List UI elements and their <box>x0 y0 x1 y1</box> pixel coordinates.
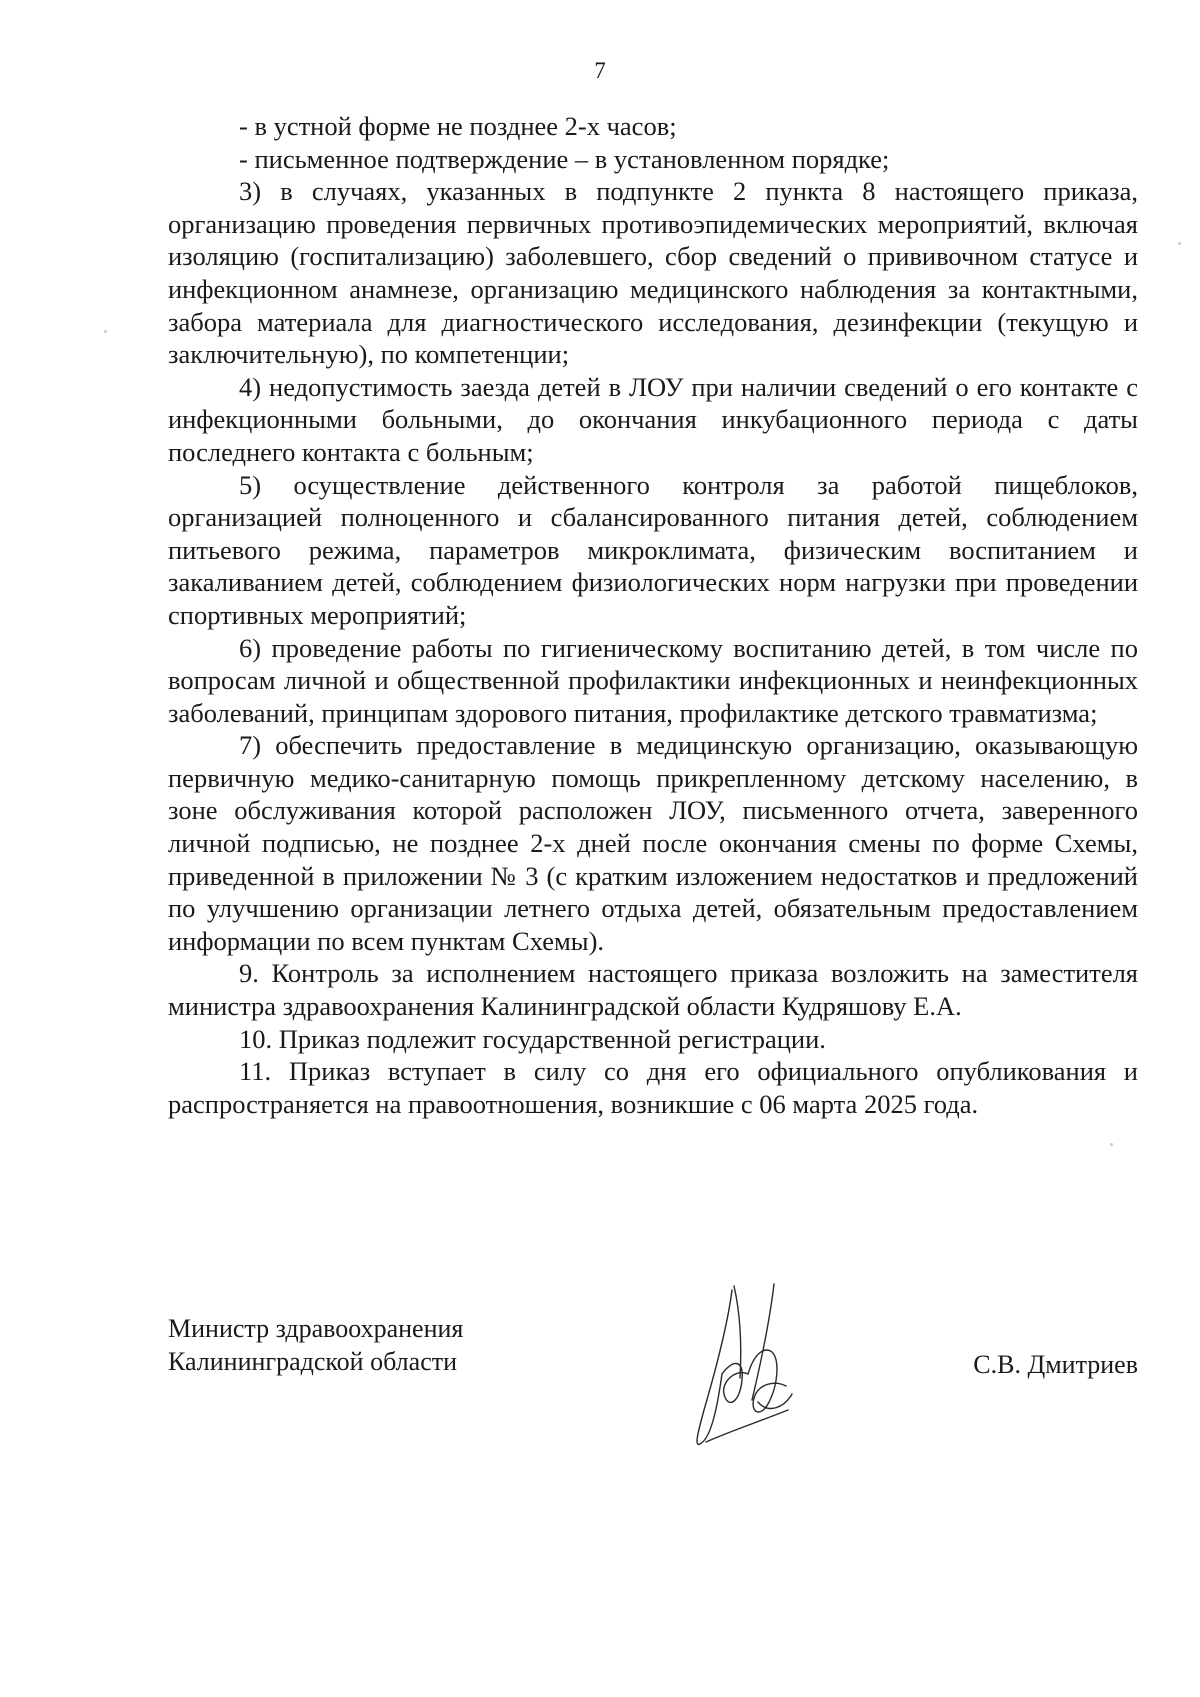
scan-speck <box>1110 1143 1113 1146</box>
signatory-title-line: Министр здравоохранения <box>168 1314 464 1343</box>
list-item: - в устной форме не позднее 2-х часов; <box>239 111 677 141</box>
signatory-title <box>168 1312 463 1378</box>
handwritten-signature <box>688 1282 808 1457</box>
paragraph-item-7: 7) обеспечить предоставление в медицинскую организацию, оказывающую первичную медико-санитарную помощь прикрепленному детскому населению, в зоне обслуживания которой расположен ЛОУ, письменного отчета, заверенного личной подписью, не позднее 2-х дней после окончания смены по форме Схемы, приведенной в приложении № 3 (с кратким изложением недостатков и предложений по улучшению организации летнего отдыха детей, обязательным предоставлением информации по всем пунктам Схемы). <box>168 730 1138 956</box>
paragraph-clause-9: 9. Контроль за исполнением настоящего приказа возложить на заместителя министра здравоохранения Калининградской области Кудряшову Е.А. <box>168 958 1138 1022</box>
paragraph-item-5: 5) осуществление действенного контроля за работой пищеблоков, организацией полноценного и сбалансированного питания детей, соблюдением питьевого режима, параметров микроклимата, физическим воспитанием и закаливанием детей, соблюдением физиологических норм нагрузки при проведении спортивных мероприятий; <box>168 469 1138 630</box>
scan-speck <box>1178 242 1181 245</box>
signature-block <box>168 1312 1138 1462</box>
signatory-title-line: Калининградской области <box>168 1347 458 1376</box>
page-number: 7 <box>594 58 606 83</box>
document-body <box>168 110 1138 1120</box>
scan-speck <box>104 330 107 333</box>
paragraph-item-3: 3) в случаях, указанных в подпункте 2 пункта 8 настоящего приказа, организацию проведения первичных противоэпидемических мероприятий, включая изоляцию (госпитализацию) заболевшего, сбор сведений о прививочном статусе и инфекционном анамнезе, организацию медицинского наблюдения за контактными, забора материала для диагностического исследования, дезинфекции (текущую и заключительную), по компетенции; <box>168 176 1138 370</box>
signatory-name: С.В. Дмитриев <box>973 1350 1138 1379</box>
paragraph-clause-11: 11. Приказ вступает в силу со дня его официального опубликования и распространяется на правоотношения, возникшие с 06 марта 2025 года. <box>168 1056 1138 1119</box>
list-item: - письменное подтверждение – в установленном порядке; <box>239 143 890 174</box>
paragraph-item-6: 6) проведение работы по гигиеническому воспитанию детей, в том числе по вопросам личной и общественной профилактики инфекционных и неинфекционных заболеваний, принципам здорового питания, профилактике детского травматизма; <box>168 632 1138 728</box>
paragraph-item-4: 4) недопустимость заезда детей в ЛОУ при наличии сведений о его контакте с инфекционными больными, до окончания инкубационного периода с даты последнего контакта с больным; <box>168 371 1138 467</box>
paragraph-clause-10: 10. Приказ подлежит государственной регистрации. <box>239 1023 826 1054</box>
